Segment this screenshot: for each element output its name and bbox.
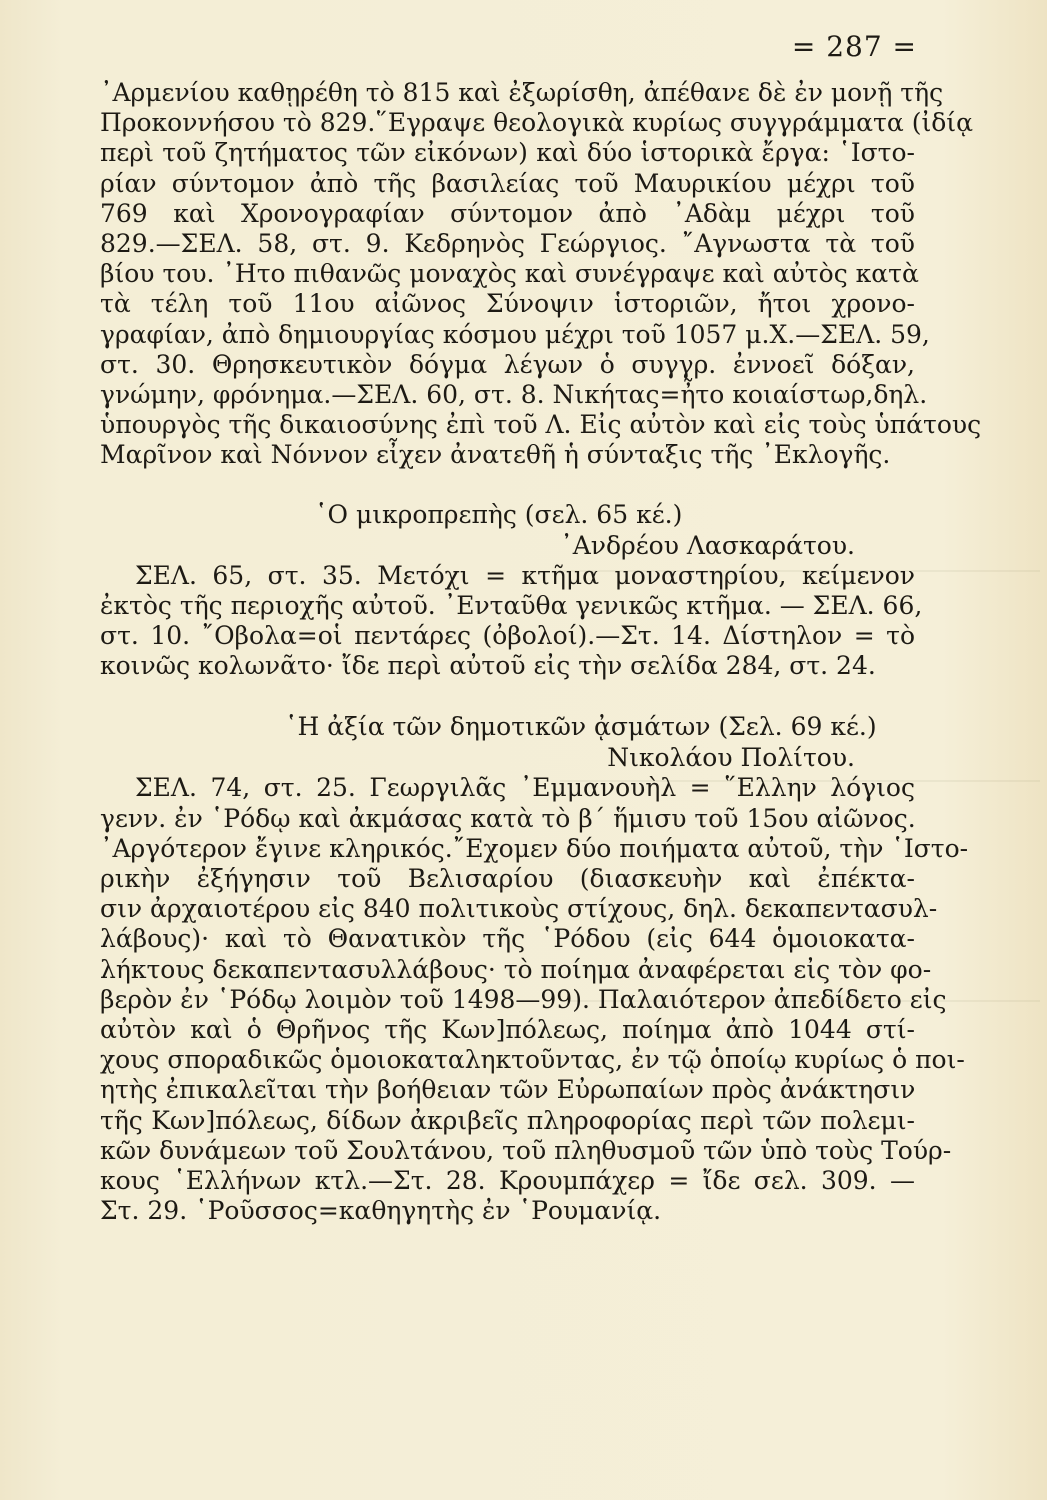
text-line: Στ. 29. ῾Ροῦσσος=καθηγητὴς ἐν ῾Ρουμανίᾳ. [100,1196,662,1226]
section-author: ᾿Ανδρέου Λασκαράτου. [560,530,855,560]
text-line: ητὴς ἐπικαλεῖται τὴν βοήθειαν τῶν Εὐρωπαίων πρὸς ἀνάκτησιν [100,1075,916,1105]
text-line: Προκοννήσου τὸ 829.῞Εγραψε θεολογικὰ κυρίως συγγράμματα (ἰδίᾳ [100,108,973,138]
text-line: τῆς Κων]πόλεως, δίδων ἀκριβεῖς πληροφορίας περὶ τῶν πολεμι- [100,1105,915,1135]
paragraph-section-3 [100,773,969,1226]
text-line: σιν ἀρχαιοτέρου εἰς 840 πολιτικοὺς στίχους, δηλ. δεκαπεντασυλ- [100,894,938,924]
section-title: ῾Ο μικροπρεπὴς (σελ. 65 κέ.) [315,499,683,529]
text-line: ΣΕΛ. 74, στ. 25. Γεωργιλᾶς ᾿Εμμανουὴλ = ῞Ελλην λόγιος [135,773,915,803]
text-line: λάβους)· καὶ τὸ Θανατικὸν τῆς ῾Ρόδου (εἰς 644 ὁμοιοκατα- [100,924,915,954]
text-line: κοινῶς κολωνᾶτο· ἴδε περὶ αὐτοῦ εἰς τὴν σελίδα 284, στ. 24. [100,651,876,681]
section-title: ῾Η ἀξία τῶν δημοτικῶν ᾀσμάτων (Σελ. 69 κέ.) [285,712,877,742]
text-line: ρικὴν ἐξήγησιν τοῦ Βελισαρίου (διασκευὴν καὶ ἐπέκτα- [100,864,915,894]
text-line: αὐτὸν καὶ ὁ Θρῆνος τῆς Κων]πόλεως, ποίημα ἀπὸ 1044 στί- [100,1015,915,1045]
text-line: στ. 10. ῎Οβολα=οἱ πεντάρες (ὀβολοί).—Στ. 14. Δίστηλον = τὸ [100,621,915,651]
paragraph-commentary [100,78,982,471]
text-line: ὑπουργὸς τῆς δικαιοσύνης ἐπὶ τοῦ Λ. Εἰς αὐτὸν καὶ εἰς τοὺς ὑπάτους [100,410,982,440]
text-line: περὶ τοῦ ζητήματος τῶν εἰκόνων) καὶ δύο ἱστορικὰ ἔργα: ῾Ιστο- [100,138,915,168]
text-line: 829.—ΣΕΛ. 58, στ. 9. Κεδρηνὸς Γεώργιος. ῎Αγνωστα τὰ τοῦ [100,229,915,259]
text-line: γραφίαν, ἀπὸ δημιουργίας κόσμου μέχρι τοῦ 1057 μ.Χ.—ΣΕΛ. 59, [100,319,930,349]
text-line: στ. 30. Θρησκευτικὸν δόγμα λέγων ὁ συγγρ. ἐννοεῖ δόξαν, [100,349,915,379]
text-line: χους σποραδικῶς ὁμοιοκαταληκτοῦντας, ἐν τῷ ὁποίῳ κυρίως ὁ ποι- [100,1045,965,1075]
text-line: κῶν δυνάμεων τοῦ Σουλτάνου, τοῦ πληθυσμοῦ τῶν ὑπὸ τοὺς Τούρ- [100,1135,952,1165]
text-line: ΣΕΛ. 65, στ. 35. Μετόχι = κτῆμα μοναστηρίου, κείμενον [135,560,915,590]
text-line: ᾿Αρμενίου καθῃρέθη τὸ 815 καὶ ἐξωρίσθη, ἀπέθανε δὲ ἐν μονῇ τῆς [100,78,944,107]
text-line: βερὸν ἐν ῾Ρόδῳ λοιμὸν τοῦ 1498—99). Παλαιότερον ἀπεδίδετο εἰς [100,984,947,1014]
text-line: ρίαν σύντομον ἀπὸ τῆς βασιλείας τοῦ Μαυρικίου μέχρι τοῦ [100,168,915,198]
text-body [100,78,982,1227]
text-line: τὰ τέλη τοῦ 11ου αἰῶνος Σύνοψιν ἱστοριῶν, ἤτοι χρονο- [100,289,915,319]
text-line: βίου του. ᾿Ητο πιθανῶς μοναχὸς καὶ συνέγραψε καὶ αὐτὸς κατὰ [100,259,919,289]
text-line: Μαρῖνον καὶ Νόννον εἶχεν ἀνατεθῆ ἡ σύνταξις τῆς ᾿Εκλογῆς. [100,440,891,470]
text-line: λήκτους δεκαπεντασυλλάβους· τὸ ποίημα ἀναφέρεται εἰς τὸν φο- [100,954,932,984]
text-line: κους ῾Ελλήνων κτλ.—Στ. 28. Κρουμπάχερ = ἴδε σελ. 309. — [100,1166,915,1196]
page-number: = 287 = [791,30,917,63]
text-line: 769 καὶ Χρονογραφίαν σύντομον ἀπὸ ᾿Αδὰμ μέχρι τοῦ [100,198,915,228]
paragraph-section-2 [100,560,923,682]
text-line: ᾿Αργότερον ἔγινε κληρικός.῎Εχομεν δύο ποιήματα αὐτοῦ, τὴν ῾Ιστο- [100,833,969,863]
text-line: ἐκτὸς τῆς περιοχῆς αὐτοῦ. ᾿Ενταῦθα γενικῶς κτῆμα. — ΣΕΛ. 66, [100,590,923,620]
text-line: γενν. ἐν ῾Ρόδῳ καὶ ἀκμάσας κατὰ τὸ β΄ ἥμισυ τοῦ 15ου αἰῶνος. [100,803,916,833]
text-line: γνώμην, φρόνημα.—ΣΕΛ. 60, στ. 8. Νικήτας=ἦτο κοιαίστωρ,δηλ. [100,380,928,410]
section-author: Νικολάου Πολίτου. [607,743,855,773]
